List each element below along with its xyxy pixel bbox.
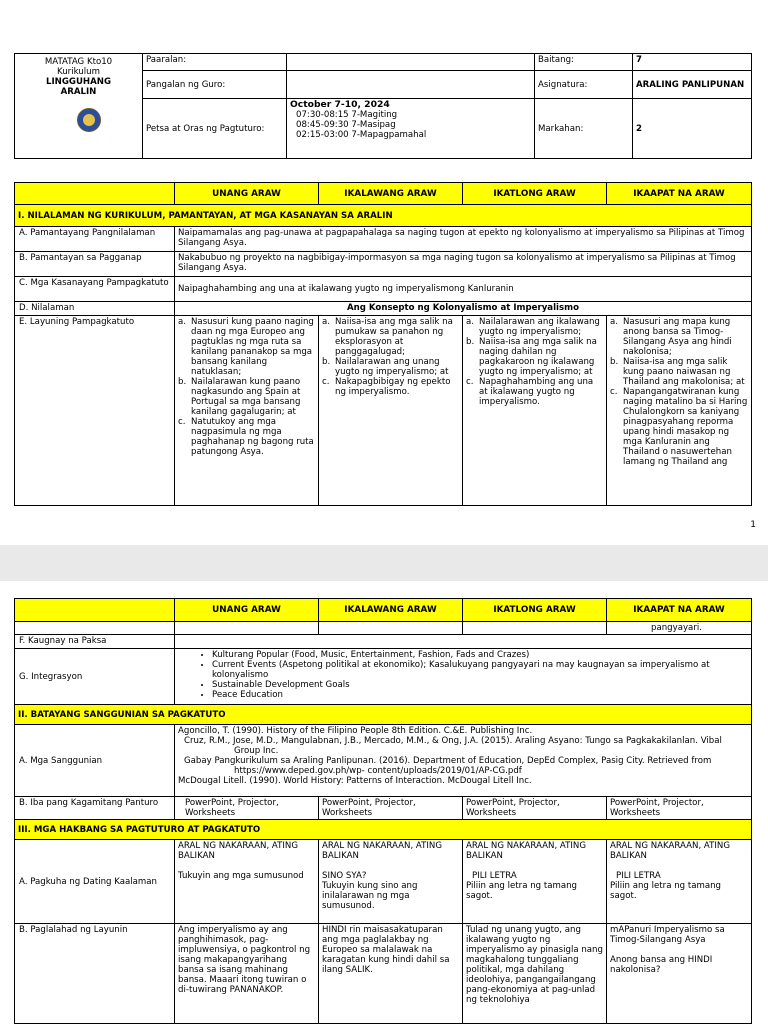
row-e-day3 [463, 316, 607, 506]
row-e-day4 [607, 316, 752, 506]
integrasyon-item: • Peace Education [212, 690, 748, 700]
pagkuha-label: A. Pagkuha ng Dating Kaalaman [15, 840, 175, 924]
integrasyon-item: • Sustainable Development Goals [212, 680, 748, 690]
iba-day3: PowerPoint, Projector, Worksheets [463, 797, 607, 820]
pagkuha-head: ARAL NG NAKARAAN, ATING BALIKAN [178, 841, 298, 861]
reference-item: McDougal Litell. (1990). World History: Patterns of Interaction. McDougal Litell Inc. [178, 776, 532, 786]
iba-day4: PowerPoint, Projector, Worksheets [607, 797, 752, 820]
sanggunian-label: A. Mga Sanggunian [15, 725, 175, 797]
row-d-label: D. Nilalaman [15, 302, 175, 316]
reference-item: Gabay Pangkurikulum sa Araling Panlipunan. (2016). Department of Education, DepEd Complex, Pasig City. Retrieved from https://www.deped.gov.ph/wp- content/uploads/2019/01/AP-CG.pdf [184, 756, 712, 776]
paglalahad-day1: Ang imperyalismo ay ang panghihimasok, pag-impluwensiya, o pagkontrol ng isang makapangyarihang bansa sa isang mahinang bansa. Maaari itong tuwiran o di-tuwirang PANANAKOP. [175, 924, 319, 1024]
cont-day3 [463, 622, 607, 635]
row-c-label: C. Mga Kasanayang Pampagkatuto [15, 277, 175, 302]
e-day3-item: b. Naiisa-isa ang mga salik na naging dahilan ng pagkakaroon ng ikalawang yugto ng imperyalismo; at [466, 337, 597, 377]
asignatura-value: ARALING PANLIPUNAN [633, 71, 752, 99]
day3-header: IKATLONG ARAW [463, 183, 607, 205]
reference-item: Agoncillo, T. (1990). History of the Filipino People 8th Edition. C.&E. Publishing Inc. [178, 726, 533, 736]
pagkuha-head: ARAL NG NAKARAAN, ATING BALIKAN [610, 841, 730, 861]
cont-day1 [175, 622, 319, 635]
row-d-value: Ang Konsepto ng Kolonyalismo at Imperyalismo [175, 302, 752, 316]
markahan-label: Markahan: [535, 99, 633, 159]
pagkuha-day1 [175, 840, 319, 924]
cont-day4: pangyayari. [607, 622, 752, 635]
reference-item: Cruz, R.M., Jose, M.D., Mangulabnan, J.B., Mercado, M.M., & Ong, J.A. (2015). Araling Asyano: Tungo sa Pagkakakilanlan. Vibal Group Inc. [184, 736, 722, 756]
page-number: 1 [750, 520, 756, 530]
doc-title-1: LINGGUHANG [45, 77, 112, 87]
paglalahad-day4-question: Anong bansa ang HINDI nakolonisa? [610, 955, 713, 975]
paglalahad-day3: Tulad ng unang yugto, ang ikalawang yugto ng imperyalismo ay pinasigla nang magkahalong tunggaliang politikal, mga dahilang ideolohiya, pangangailangang pang-ekonomiya at pag-unlad ng teknolohiya [463, 924, 607, 1024]
section3-title: III. MGA HAKBANG SA PAGTUTURO AT PAGKATUTO [15, 820, 752, 840]
pagkuha-line1: PILI LETRA [472, 871, 517, 881]
e-day1-item: b. Nailalarawan kung paano nagkasundo ang Spain at Portugal sa mga bansang kanilang gagalugarin; at [178, 377, 301, 417]
header-blank [15, 599, 175, 622]
cont-day2 [319, 622, 463, 635]
paaralan-label: Paaralan: [143, 54, 287, 71]
pagkuha-body: Piliin ang letra ng tamang sagot. [466, 881, 578, 901]
integrasyon-item: • Current Events (Aspetong politikal at ekonomiko); Kasalukuyang pangyayari na may kaugnayan sa imperyalismo at kolonyalismo [212, 660, 748, 680]
e-day3-item: a. Nailalarawan ang ikalawang yugto ng imperyalismo; [466, 317, 600, 337]
e-day1-item: a. Nasusuri kung paano naging daan ng mga Europeo ang pagtuklas ng mga ruta sa kanilang pananakop sa mga bansang kanilang natuklasan; [178, 317, 314, 377]
day1-header: UNANG ARAW [175, 599, 319, 622]
row-b-value: Nakabubuo ng proyekto na nagbibigay-impormasyon sa mga naging tugon sa kolonyalismo at imperyalismo sa Pilipinas at Timog Silangang Asya. [175, 252, 752, 277]
row-g-value [175, 649, 752, 705]
markahan-value: 2 [633, 99, 752, 159]
pagkuha-line1 [178, 861, 315, 871]
paaralan-value [287, 54, 535, 71]
kurikulum-line1: MATATAG Kto10 [44, 57, 113, 67]
schedule-1: 07:30-08:15 7-Magiting [296, 110, 398, 120]
paglalahad-day4-text: mAPanuri Imperyalismo sa Timog-Silangang Asya [610, 925, 725, 945]
day4-header: IKAAPAT NA ARAW [607, 599, 752, 622]
pagkuha-day2 [319, 840, 463, 924]
pagkuha-head: ARAL NG NAKARAAN, ATING BALIKAN [322, 841, 442, 861]
iba-day2: PowerPoint, Projector, Worksheets [319, 797, 463, 820]
row-a-value: Naipamamalas ang pag-unawa at pagpapahalaga sa naging tugon at epekto ng kolonyalismo at imperyalismo sa Pilipinas at Timog Silangang Asya. [175, 227, 752, 252]
row-g-label: G. Integrasyon [15, 649, 175, 705]
e-day4-item: b. Naiisa-isa ang mga salik kung paano naiwasan ng Thailand ang makolonisa; at [610, 357, 745, 387]
deped-seal-icon [77, 108, 101, 132]
pagkuha-head: ARAL NG NAKARAAN, ATING BALIKAN [466, 841, 586, 861]
integrasyon-item: • Kulturang Popular (Food, Music, Entertainment, Fashion, Fads and Crazes) [212, 650, 748, 660]
e-day2-item: b. Nailalarawan ang unang yugto ng imperyalismo; at [322, 357, 449, 377]
cont-label [15, 622, 175, 635]
schedule-3: 02:15-03:00 7-Mapagpamahal [296, 130, 427, 140]
paglalahad-day2: HINDI rin maisasakatuparan ang mga paglalakbay ng Europeo sa malalawak na karagatan kung hindi dahil sa ilang SALIK. [319, 924, 463, 1024]
pagkuha-line1: SINO SYA? [322, 871, 367, 881]
row-f-label: F. Kaugnay na Paksa [15, 635, 175, 649]
pagkuha-body: Tukuyin kung sino ang inilalarawan ng mga sumusunod. [322, 881, 418, 911]
guro-label: Pangalan ng Guro: [143, 71, 287, 99]
kurikulum-line2: Kurikulum [57, 67, 100, 77]
iba-day1: PowerPoint, Projector, Worksheets [175, 797, 319, 820]
main-table-page1 [14, 182, 752, 506]
pagkuha-body: Tukuyin ang mga sumusunod [178, 871, 304, 881]
row-e-label: E. Layuning Pampagkatuto [15, 316, 175, 506]
pagkuha-day3 [463, 840, 607, 924]
page-2 [0, 581, 768, 1024]
header-table [14, 53, 752, 159]
row-a-label: A. Pamantayang Pangnilalaman [15, 227, 175, 252]
doc-title-2: ARALIN [60, 87, 97, 97]
row-b-label: B. Pamantayan sa Pagganap [15, 252, 175, 277]
iba-label: B. Iba pang Kagamitang Panturo [15, 797, 175, 820]
main-table-page2 [14, 598, 752, 1024]
e-day1-item: c. Natutukoy ang mga nagpasimula ng mga paghahanap ng bagong ruta patungong Asya. [178, 417, 314, 457]
paglalahad-day4 [607, 924, 752, 1024]
row-c-value: Naipaghahambing ang una at ikalawang yugto ng imperyalismong Kanluranin [175, 277, 752, 302]
petsa-value [287, 99, 535, 159]
petsa-label: Petsa at Oras ng Pagtuturo: [143, 99, 287, 159]
row-f-value [175, 635, 752, 649]
pagkuha-body: Piliin ang letra ng tamang sagot. [610, 881, 722, 901]
row-e-day1 [175, 316, 319, 506]
e-day2-item: a. Naiisa-isa ang mga salik na pumukaw sa panahon ng eksplorasyon at panggagalugad; [322, 317, 453, 357]
e-day3-item: c. Napaghahambing ang una at ikalawang yugto ng imperyalismo. [466, 377, 594, 407]
e-day2-item: c. Nakapagbibigay ng epekto ng imperyalismo. [322, 377, 451, 397]
row-e-day2 [319, 316, 463, 506]
section2-title: II. BATAYANG SANGGUNIAN SA PAGKATUTO [15, 705, 752, 725]
guro-value [287, 71, 535, 99]
pagkuha-line1: PILI LETRA [616, 871, 661, 881]
baitang-value: 7 [633, 54, 752, 71]
paglalahad-label: B. Paglalahad ng Layunin [15, 924, 175, 1024]
petsa-date: October 7-10, 2024 [290, 99, 390, 110]
e-day4-item: a. Nasusuri ang mapa kung anong bansa sa Timog-Silangang Asya ang hindi nakolonisa; [610, 317, 732, 357]
section1-title: I. NILALAMAN NG KURIKULUM, PAMANTAYAN, AT MGA KASANAYAN SA ARALIN [15, 205, 752, 227]
schedule-2: 08:45-09:30 7-Masipag [296, 120, 396, 130]
day1-header: UNANG ARAW [175, 183, 319, 205]
pagkuha-day4 [607, 840, 752, 924]
day4-header: IKAAPAT NA ARAW [607, 183, 752, 205]
logo-cell [15, 54, 143, 159]
asignatura-label: Asignatura: [535, 71, 633, 99]
page-gap [0, 545, 768, 581]
sanggunian-value [175, 725, 752, 797]
day2-header: IKALAWANG ARAW [319, 599, 463, 622]
header-blank [15, 183, 175, 205]
day2-header: IKALAWANG ARAW [319, 183, 463, 205]
day3-header: IKATLONG ARAW [463, 599, 607, 622]
e-day4-item: c. Napangangatwiranan kung naging matalino ba si Haring Chulalongkorn sa kaniyang pinagpasyahang reporma upang hindi masakop ng mga Kanluranin ang Thailand o nasuwertehan lamang ng Thailand ang [610, 387, 748, 467]
baitang-label: Baitang: [535, 54, 633, 71]
